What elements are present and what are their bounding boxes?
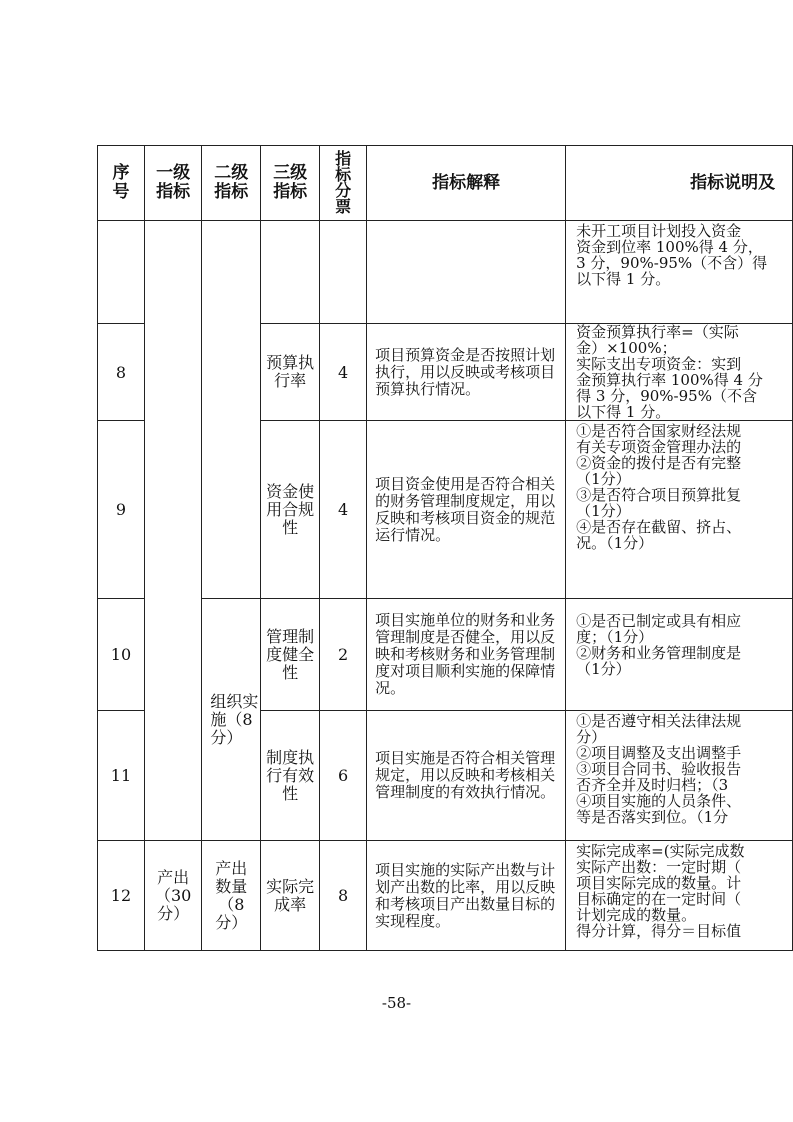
level1-output-cell: 产出（30分）: [144, 841, 201, 951]
detail-line: 目标确定的在一定时间（: [576, 890, 742, 908]
row-indicator: 管理制度健全性: [261, 599, 320, 711]
detail-line: ④是否存在截留、挤占、: [576, 518, 742, 536]
level3-cell-empty: [261, 221, 320, 324]
detail-cell: [566, 221, 793, 324]
detail-line: 得 3 分，90%-95%（不含: [576, 387, 757, 405]
detail-line: 实际产出数：一定时期（: [576, 858, 742, 876]
header-level3: 三级指标: [261, 146, 320, 221]
detail-line: 况。（1分）: [576, 534, 654, 552]
table-row-continuation: [98, 221, 793, 324]
detail-line: ④项目实施的人员条件、: [576, 792, 742, 810]
table-row: [98, 599, 793, 711]
detail-line: 等是否落实到位。（1分: [576, 808, 729, 826]
row-indicator: 预算执行率: [261, 324, 320, 421]
detail-line: ②资金的拨付是否有完整: [576, 454, 742, 472]
detail-line: 金预算执行率 100%得 4 分: [576, 371, 763, 389]
row-score: 6: [320, 711, 367, 841]
row-explain: 项目预算资金是否按照计划执行，用以反映或考核项目预算执行情况。: [367, 324, 566, 421]
detail-line: ③是否符合项目预算批复: [576, 486, 742, 504]
row-seq: 10: [98, 599, 145, 711]
detail-line: 计划完成的数量。: [576, 906, 697, 924]
detail-line: 实际支出专项资金：实到: [576, 355, 742, 373]
row-seq: 8: [98, 324, 145, 421]
detail-cell: [566, 711, 793, 841]
detail-line: （1分）: [576, 660, 631, 678]
table-row: [98, 841, 793, 951]
row-seq: 11: [98, 711, 145, 841]
seq-cell-empty: [98, 221, 145, 324]
detail-line: 未开工项目计划投入资金: [576, 222, 742, 240]
detail-line: ①是否遵守相关法律法规: [576, 712, 742, 730]
row-seq: 9: [98, 421, 145, 599]
header-explain: 指标解释: [367, 146, 566, 221]
indicator-table: [97, 145, 793, 951]
level2-cell-empty: [202, 221, 261, 599]
row-score: 2: [320, 599, 367, 711]
detail-line: 实际完成率=(实际完成数: [576, 842, 745, 860]
table-header-row: [98, 146, 793, 221]
detail-cell: [566, 421, 793, 599]
row-indicator: 实际完成率: [261, 841, 320, 951]
detail-cell: [566, 599, 793, 711]
row-score: 8: [320, 841, 367, 951]
row-explain: 项目资金使用是否符合相关的财务管理制度规定，用以反映和考核项目资金的规范运行情况。: [367, 421, 566, 599]
detail-line: 分）: [576, 728, 607, 746]
explain-cell-empty: [367, 221, 566, 324]
row-seq: 12: [98, 841, 145, 951]
row-explain: 项目实施单位的财务和业务管理制度是否健全，用以反映和考核财务和业务管理制度对项目顺利实施的保障情况。: [367, 599, 566, 711]
header-level2: 二级指标: [202, 146, 261, 221]
level2-quantity-cell: 产出数量（8分）: [202, 841, 261, 951]
detail-line: ②项目调整及支出调整手: [576, 744, 742, 762]
detail-line: ①是否已制定或具有相应: [576, 612, 742, 630]
detail-line: 资金预算执行率=（实际: [576, 323, 739, 341]
score-cell-empty: [320, 221, 367, 324]
detail-line: 否齐全并及时归档；（3: [576, 776, 729, 794]
detail-cell: [566, 841, 793, 951]
row-score: 4: [320, 324, 367, 421]
row-indicator: 资金使用合规性: [261, 421, 320, 599]
header-seq: 序号: [98, 146, 145, 221]
level2-org-cell: 组织实施（8分）: [202, 599, 261, 841]
row-indicator: 制度执行有效性: [261, 711, 320, 841]
detail-line: ①是否符合国家财经法规: [576, 422, 742, 440]
header-detail: 指标说明及: [566, 146, 793, 221]
detail-line: 得分计算，得分＝目标值: [576, 922, 742, 940]
page-number: -58-: [381, 994, 412, 1012]
detail-line: 资金到位率 100%得 4 分，: [576, 238, 763, 256]
detail-cell: [566, 324, 793, 421]
detail-line: （1分）: [576, 470, 631, 488]
header-level1: 一级指标: [144, 146, 201, 221]
detail-line: 金）×100%；: [576, 339, 677, 357]
level1-cell-empty: [144, 221, 201, 841]
detail-line: 度；（1分）: [576, 628, 654, 646]
row-score: 4: [320, 421, 367, 599]
detail-line: ②财务和业务管理制度是: [576, 644, 742, 662]
detail-line: 3 分，90%-95%（不含）得: [576, 254, 768, 272]
row-explain: 项目实施是否符合相关管理规定，用以反映和考核相关管理制度的有效执行情况。: [367, 711, 566, 841]
detail-line: ③项目合同书、验收报告: [576, 760, 742, 778]
detail-line: 项目实际完成的数量。计: [576, 874, 742, 892]
detail-line: 以下得 1 分。: [576, 270, 671, 288]
detail-line: （1分）: [576, 502, 631, 520]
row-explain: 项目实施的实际产出数与计划产出数的比率，用以反映和考核项目产出数量目标的实现程度。: [367, 841, 566, 951]
header-score: 指标分票: [320, 146, 367, 221]
detail-line: 有关专项资金管理办法的: [576, 438, 742, 456]
detail-line: 以下得 1 分。: [576, 403, 671, 421]
